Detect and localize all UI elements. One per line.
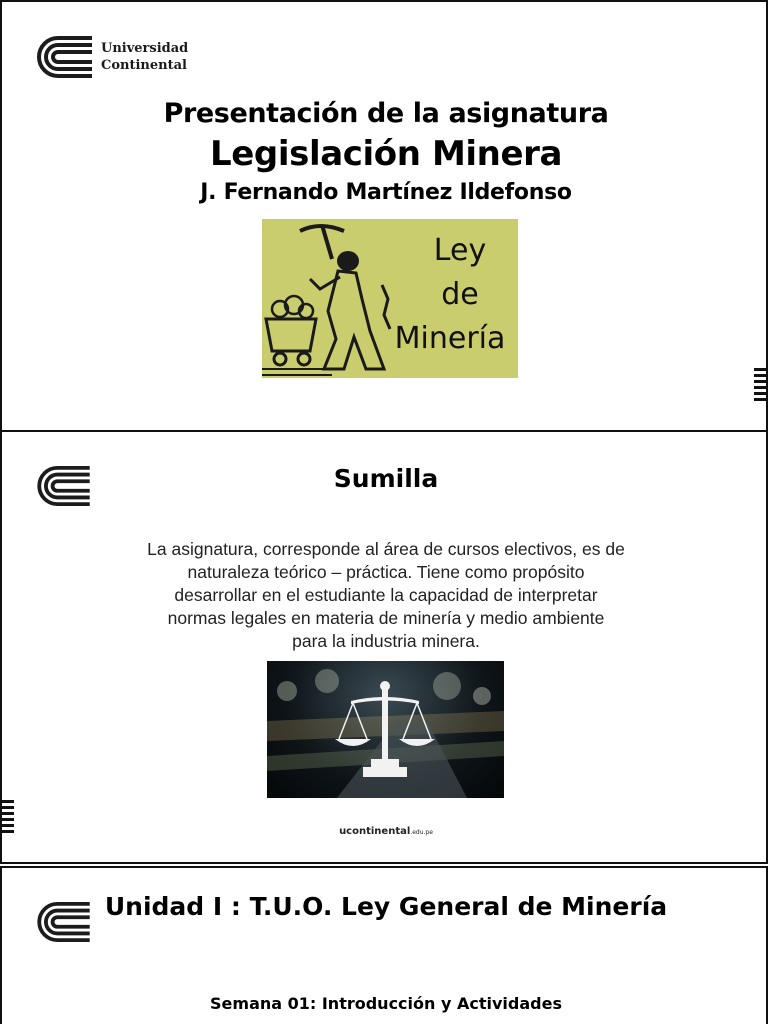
week-label: Semana 01: Introducción y Actividades xyxy=(210,994,562,1013)
ley-mineria-image xyxy=(262,219,518,378)
mining-night-photo xyxy=(267,661,504,798)
side-stripes-decoration xyxy=(2,800,14,836)
slide-sumilla xyxy=(0,432,768,864)
course-title: Legislación Minera xyxy=(209,134,563,174)
unit-title: Unidad I : T.U.O. Ley General de Minería xyxy=(104,892,668,921)
university-name: Universidad Continental xyxy=(101,41,189,73)
slide-unidad-1 xyxy=(0,866,768,1024)
university-logo-icon xyxy=(36,36,94,78)
footer-url: ucontinental.edu.pe xyxy=(339,826,433,837)
side-stripes-decoration xyxy=(754,368,766,404)
ley-mineria-caption: Ley de Minería xyxy=(394,233,506,356)
slide-presentation xyxy=(0,0,768,432)
university-logo-icon xyxy=(36,902,92,942)
author-name: J. Fernando Martínez Ildefonso xyxy=(200,180,572,205)
justice-scale-icon xyxy=(267,661,504,798)
sumilla-title: Sumilla xyxy=(333,464,439,493)
sumilla-body: La asignatura, corresponde al área de cursos electivos, es de naturaleza teórico – práctica. Tiene como propósito desarrollar en el estudiante la capacidad de interpretar normas legales en materia de minería y medio ambiente para la industria minera. xyxy=(147,539,625,651)
presentation-subtitle: Presentación de la asignatura xyxy=(163,98,609,129)
